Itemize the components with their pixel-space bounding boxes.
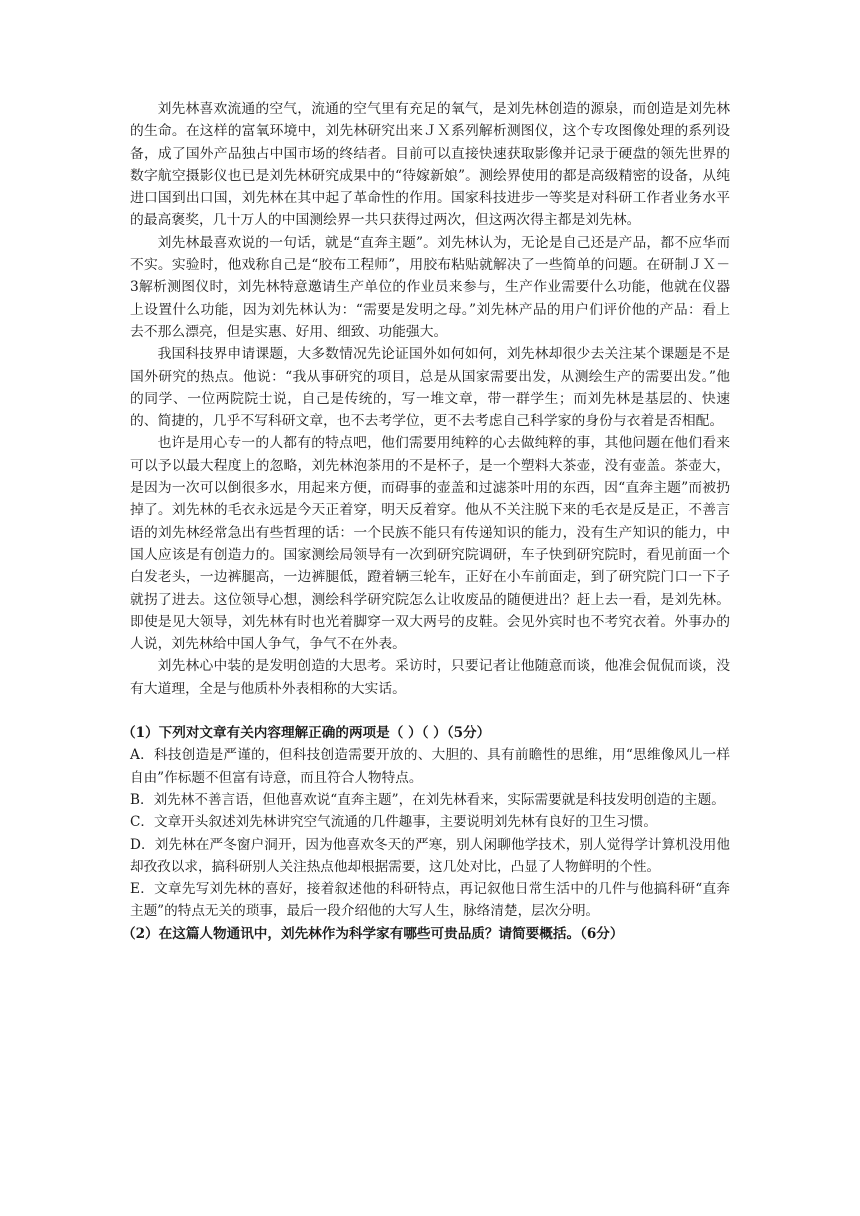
article-body: [130, 98, 730, 700]
article-paragraph-2: 刘先林最喜欢说的一句话，就是“直奔主题”。刘先林认为，无论是自己还是产品，都不应华而不实。实验时，他戏称自己是“胶布工程师”，用胶布粘贴就解决了一些简单的问题。在研制ＪＸ－3解析测图仪时，刘先林特意邀请生产单位的作业员来参与，生产作业需要什么功能，他就在仪器上设置什么功能，因为刘先林认为：“需要是发明之母。”刘先林产品的用户们评价他的产品：看上去不那么漂亮，但是实惠、好用、细致、功能强大。: [130, 234, 730, 340]
document-page: [122, 98, 730, 945]
question-2-prompt: （2）在这篇人物通讯中，刘先林作为科学家有哪些可贵品质？请简要概括。（6分）: [122, 925, 624, 942]
section-spacer: [130, 700, 730, 722]
article-paragraph-4: 也许是用心专一的人都有的特点吧，他们需要用纯粹的心去做纯粹的事，其他问题在他们看来可以予以最大程度上的忽略，刘先林泡茶用的不是杯子，是一个塑料大茶壶，没有壶盖。茶壶大，是因为一次可以倒很多水，用起来方便，而碍事的壶盖和过滤茶叶用的东西，因“直奔主题”而被扔掉了。刘先林的毛衣永远是今天正着穿，明天反着穿。他从不关注脱下来的毛衣是反是正，不善言语的刘先林经常急出有些哲理的话：一个民族不能只有传递知识的能力，没有生产知识的能力，中国人应该是有创造力的。国家测绘局领导有一次到研究院调研，车子快到研究院时，看见前面一个白发老头，一边裤腿高，一边裤腿低，蹬着辆三轮车，正好在小车前面走，到了研究院门口一下子就拐了进去。这位领导心想，测绘科学研究院怎么让收废品的随便进出？赶上去一看，是刘先林。即使是见大领导，刘先林有时也光着脚穿一双大两号的皮鞋。会见外宾时也不考究衣着。外事办的人说，刘先林给中国人争气，争气不在外表。: [130, 435, 730, 653]
question-1-prompt: （1）下列对文章有关内容理解正确的两项是（ ）（ ）（5分）: [122, 725, 491, 742]
article-paragraph-1: 刘先林喜欢流通的空气，流通的空气里有充足的氧气，是刘先林创造的源泉，而创造是刘先林的生命。在这样的富氧环境中，刘先林研究出来ＪＸ系列解析测图仪，这个专攻图像处理的系列设备，成了国外产品独占中国市场的终结者。目前可以直接快速获取影像并记录于硬盘的领先世界的数字航空摄影仪也已是刘先林研究成果中的“待嫁新娘”。测绘界使用的都是高级精密的设备，从纯进口国到出口国，刘先林在其中起了革命性的作用。国家科技进步一等奖是对科研工作者业务水平的最高褒奖，几十万人的中国测绘界一共只获得过两次，但这两次得主都是刘先林。: [130, 101, 730, 229]
question-1-option-b: B．刘先林不善言语，但他喜欢说“直奔主题”，在刘先林看来，实际需要就是科技发明创造的主题。: [130, 791, 725, 808]
question-1-option-c: C．文章开头叙述刘先林讲究空气流通的几件趣事，主要说明刘先林有良好的卫生习惯。: [130, 814, 657, 831]
article-paragraph-3: 我国科技界申请课题，大多数情况先论证国外如何如何，刘先林却很少去关注某个课题是不是国外研究的热点。他说：“我从事研究的项目，总是从国家需要出发，从测绘生产的需要出发。”他的同学、一位两院院士说，自己是传统的，写一堆文章，带一群学生；而刘先林是基层的、快速的、简捷的，几乎不写科研文章，也不去考学位，更不去考虑自己科学家的身份与衣着是否相配。: [130, 346, 730, 430]
question-1-option-d: D．刘先林在严冬窗户洞开，因为他喜欢冬天的严寒，别人闲聊他学技术，别人觉得学计算机没用他却孜孜以求，搞科研别人关注热点他却根据需要，这几处对比，凸显了人物鲜明的个性。: [130, 836, 730, 875]
question-1-option-e: E．文章先写刘先林的喜好，接着叙述他的科研特点，再记叙他日常生活中的几件与他搞科研“直奔主题”的特点无关的琐事，最后一段介绍他的大写人生，脉络清楚，层次分明。: [130, 881, 730, 920]
question-section: [122, 722, 730, 945]
article-paragraph-5: 刘先林心中装的是发明创造的大思考。采访时，只要记者让他随意而谈，他准会侃侃而谈，没有大道理，全是与他质朴外表相称的大实话。: [130, 658, 730, 697]
question-1-option-a: A．科技创造是严谨的，但科技创造需要开放的、大胆的、具有前瞻性的思维，用“思维像风儿一样自由”作标题不但富有诗意，而且符合人物特点。: [130, 747, 730, 786]
